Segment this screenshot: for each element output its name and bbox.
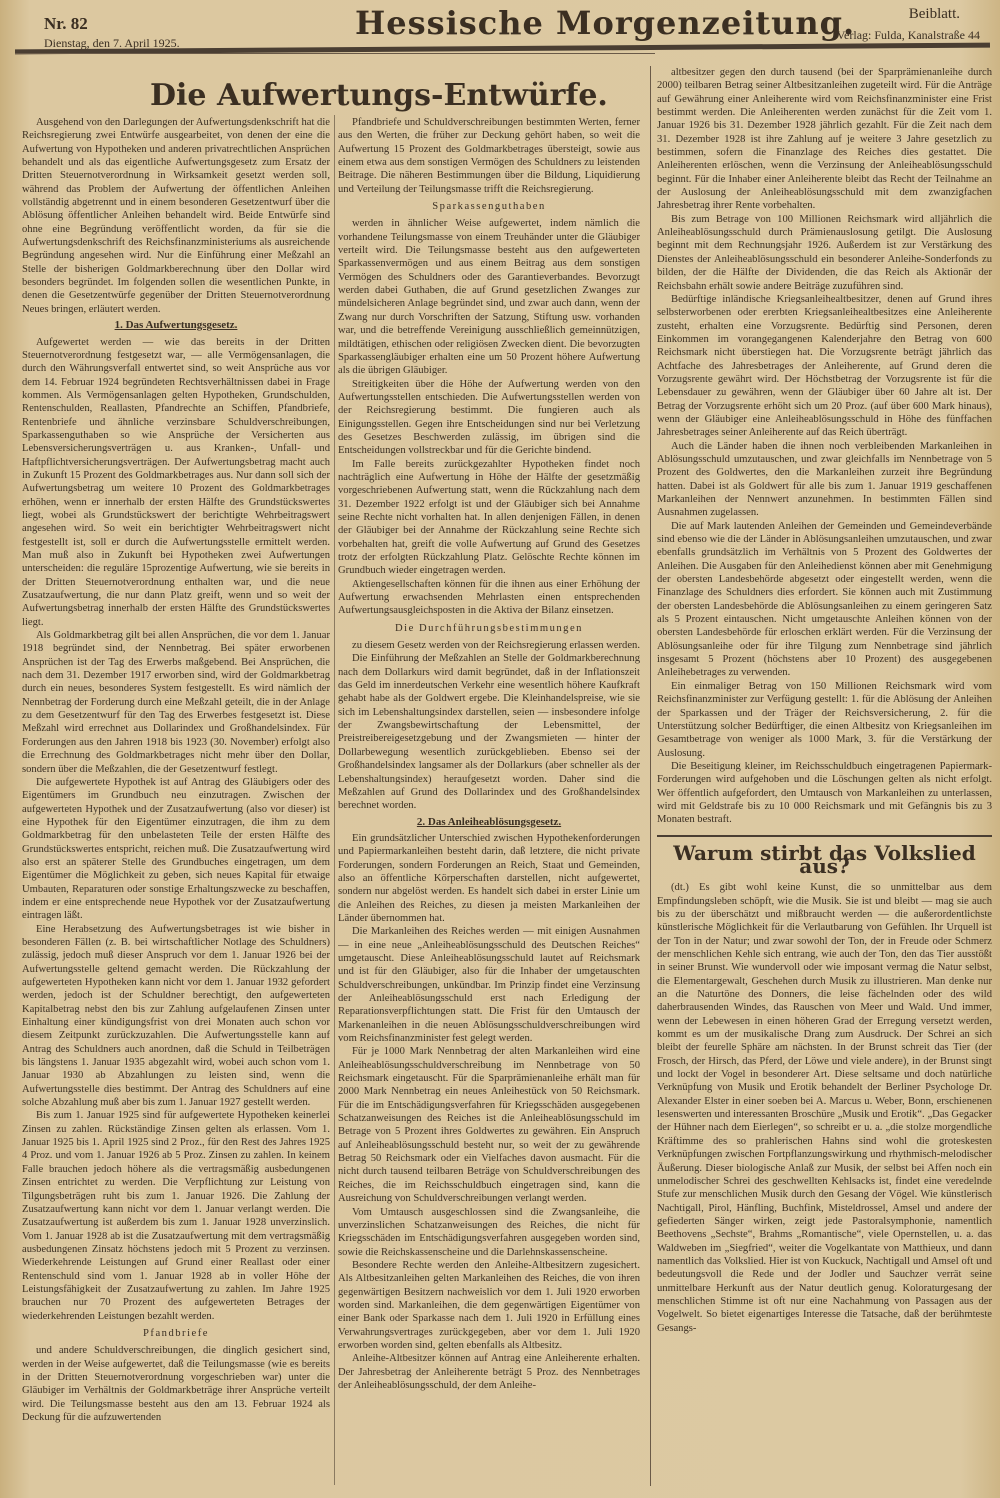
subsection-heading: Sparkassenguthaben <box>432 201 546 213</box>
paragraph: Bis zum 1. Januar 1925 sind für aufgewertete Hypotheken keinerlei Zinsen zu zahlen. Rückständige Zinsen gelten als erlassen. Vom 1. Januar 1925 bis 1. April 1925 sind 2 Proz., für den Rest des Jahres 1925 4 Proz. und vom 1. Januar 1926 ab 5 Proz. Zinsen zu zahlen. In keinem Falle brauchen jedoch höhere als die vertragsmäßig ausbedungenen Zinsen entrichtet zu werden. Die Verpflichtung zur Leistung von Tilgungsbeträgen ruht bis zum 1. Januar 1926. Die Zahlung der Zusatzaufwertung kann nicht vor dem 1. Januar verlangt werden. Die Zusatzaufwertung ist außerdem bis zum 1. Januar 1928 unverzinslich. Vom 1. Januar 1928 ab ist die Zusatzaufwertung mit dem vertragsmäßig ausbedungenen Zinsatz höchstens jedoch mit 5 Prozent zu verzinsen. Wiederkehrende Leistungen auf Grund einer Reallast oder einer Rentenschuld sind vom 1. Januar 1928 ab in voller Höhe der Leistungsfähigkeit der Zusatzaufwertung zu zahlen. Im Jahre 1925 brauchen nur 70 Prozent des aufgewerteten Betrages der wiederkehrenden Leistungen bezahlt werden. <box>22 1110 330 1322</box>
paragraph: altbesitzer gegen den durch tausend (bei der Sparprämienanleihe durch 2000) teilbaren Betrag seiner Altbesitzanleihen zugeteilt wird. Für die Anträge auf Gewährung einer Anleiherente wird vom Reichsfinanzminister eine Frist bestimmt werden. Die Anleiherenten werden zunächst für die Zeit vom 1. Januar 1926 bis 31. Dezember 1928 jährlich gezahlt. Für die Zeit nach dem 31. Dezember 1928 ist ihre Zahlung auf je weitere 3 Jahre gesetzlich zu bestimmen, sofern die Finanzlage des Reiches dies gestattet. Die Anleiherenten erlöschen, wenn die Verzinsung der Anleiheablösungsschuld beginnt. Für die Inhaber einer Anleiherente bleibt das Recht der Teilnahme an der Auslosung der Anleiheablösungsschuld mit dem zwanzigfachen Jahresbetrag ihrer Rente vorbehalten. <box>657 67 992 212</box>
issue-number: Nr. 82 <box>44 14 88 33</box>
paragraph: Aktiengesellschaften können für die ihnen aus einer Erhöhung der Aufwertung erwachsenden Mehrlasten einen entsprechenden Aufwertungsausgleichsposten in die Aktiva der Bilanz einsetzen. <box>338 578 640 617</box>
paragraph: Besondere Rechte werden den Anleihe-Altbesitzern zugesichert. Als Altbesitzanleihen gelten Markanleihen des Reiches, die von ihren gegenwärtigen Besitzern nachweislich vor dem 1. Juli 1920 erworben worden sind. Markanleihen, die dem gegenwärtigen Eigentümer von einer Bank oder Sparkasse nach dem 1. Juli 1920 in Erfüllung eines Verwahrungsvertrages zurückgegeben, aber vor dem 1. Juli 1920 erworben worden sind, gelten ebenfalls als Altbesitz. <box>338 1259 640 1351</box>
supplement-label: Beiblatt. <box>908 6 960 22</box>
publisher-line: Verlag: Fulda, Kanalstraße 44 <box>836 28 980 42</box>
column-3 <box>650 66 992 1486</box>
article2-headline: Warum stirbt das Volkslied aus? <box>673 840 976 878</box>
paragraph: (dt.) Es gibt wohl keine Kunst, die so unmittelbar aus dem Empfindungsleben schöpft, wie die Musik. Sie ist und bleibt — mag sie auch bis zu der überschätzt und mißbraucht werden — die außerordentlichste künstlerische Möglichkeit für die Verlautbarung von Gefühlen. Ihr Urquell ist der Ton in der Natur; und zwar sowohl der Ton, der in Freude oder Schmerz der menschlichen Kehle sich entrang, wie auch der Ton, den das Tier ausstößt in seiner Brunst. Wie wundervoll oder wie imposant vermag die Natur selbst, die Elementargewalt, Geschehen durch Musik zu illustrieren. Man denke nur an die Naturtöne des Donners, die leise fächelnden oder des wild daherbrausenden Windes, das Rauschen von Meer und Wald. Und immer, wenn der Lebewesen in einen höheren Grad der Erregung versetzt werden, kommt es um der musikalische Drang zum Ausdruck. Der Schrei an sich bleibt der feurelle Sphäre am nächsten. In der Brunst schreit das Tier (der Frosch, der Hirsch, das Pferd, der Löwe und viele andere), in der Brunst singt und lockt der Vogel in besonderer Art. Diese seltsame und doch natürliche Verknüpfung von Musik und Erotik behandelt der Berliner Psychologe Dr. Alexander Elster in einer soeben bei A. Marcus u. Weber, Bonn, erschienenen lesenswerten und interessanten Broschüre „Musik und Erotik“. „Das Gegacker der Hühner nach dem Eierlegen“, so schreibt er u. a. „die stolze morgendliche Kräftimme des so prahlerischen Hahns sind wohl die groteskesten Verknüpfungen zwischen Fortpflanzungswirkung und rhythmisch-melodischer Äußerung. Dieser biologische Anlaß zur Musik, der selbst bei Affen noch ein unmelodischer Schrei des geschwellten Kehlsacks ist, findet eine veredelnde Stufe zur menschlichen Musik durch den Gesang der Vögel. Wie künstlerisch Nachtigall, Pirol, Hänfling, Buchfink, Misteldrossel, Amsel und andere der gefiederten Sänger wirken, zeigt jede Pastoralsymphonie, namentlich Beethovens „Sechste“, Brahms „Romantische“, viele Opernstellen, u. a. das Waldweben im „Siegfried“, weiter die Vogelkantate von Matthieux, und dann namentlich das Volkslied. Hier ist von Kuckuck, Nachtigall und Amsel oft und bedeutungsvoll die Rede und der Jodler und Sauchzer verrät seine unmittelbare Herkunft aus der Natur deutlich genug. Koloraturgesang der menschlichen Stimme ist oft nur eine Nachahmung von Passagen aus der Vogelwelt. So bietet eigenartiges Interesse die Tatsache, daß der berühmteste Gesangs- <box>657 882 992 1334</box>
section-heading: 2. Das Anleiheablösungsgesetz. <box>416 815 562 828</box>
paragraph: Die Markanleihen des Reiches werden — mit einigen Ausnahmen — in eine neue „Anleiheablösungsschuld des Deutschen Reiches“ umgetauscht. Diese Anleiheablösungsschuld lautet auf Reichsmark und ist für den Gläubiger, also für die Inhaber der umgetauschten Schuldverschreibungen, unkündbar. Im Prinzip findet eine Verzinsung der Anleiheablösungsschuld erst nach Erledigung der Reparationsverpflichtungen statt. Die Frist für den Umtausch der Markenanleihen in die neuen Ablösungsschuldverschreibungen wird vom Reichsfinanzminister fest gelegt werden. <box>338 926 640 1045</box>
paragraph: Auch die Länder haben die ihnen noch verbleibenden Markanleihen in Ablösungsschuld umzutauschen, und zwar gleichfalls im Nennbetrage von 5 Prozent des Goldwertes, den die Markanleihen zurzeit ihre Begründung hatten. Dabei ist als Goldwert für alle bis zum 1. Januar 1919 geschaffenen Markanleihen der Nennwert anzunehmen. In bestimmten Fällen sind Ausnahmen zugelassen. <box>657 440 992 519</box>
paragraph: Ein grundsätzlicher Unterschied zwischen Hypothekenforderungen und Papiermarkanleihen besteht darin, daß letztere, die nicht private Forderungen, sondern Forderungen an Reich, Staat und Gemeinden, also an öffentliche Körperschaften darstellen, nicht aufgewertet, sondern nur abgelöst werden. Es handelt sich dabei in erster Linie um die Anleihen des Reiches, zu diesen ja meisten Markanleihen der Länder übernommen hat. <box>338 832 640 924</box>
paragraph: Die aufgewertete Hypothek ist auf Antrag des Gläubigers oder des Eigentümers im Grundbuch neu einzutragen. Zwischen der aufgewerteten Hypothek und der Zusatzaufwertung (also vor dieser) ist eine Hypothek für den Eigentümer einzutragen, die ihm zu dem Goldmarkbetrag für den unbelasteten Teile der ersten Hälfte des Grundstückswertes entspricht, reichen muß. Die Zusatzaufwertung wird also erst an späterer Stelle des Grundbuches eingetragen, um dem Eigentümer die Möglichkeit zu geben, sich neues Kapital für etwaige Umbauten, Reparaturen oder sonstige Erhaltungszwecke zu beschaffen, indem er eine entsprechende neue Hypothek vor der Zusatzaufwertung eintragen läßt. <box>22 776 330 922</box>
paragraph: Pfandbriefe und Schuldverschreibungen bestimmten Werten, ferner aus den Werten, die früher zur Deckung gehört haben, so weit die Aufwertung 15 Prozent des Goldmarkbetrages übersteigt, sowie aus einem etwa aus dem sonstigen Vermögen des Schuldners zu leistenden Beitrage. Die näheren Bestimmungen über die Bildung, Liquidierung und Verteilung der Teilungsmasse trifft die Reichsregierung. <box>338 117 640 195</box>
paragraph: Bedürftige inländische Kriegsanleihealtbesitzer, denen auf Grund ihres selbsterworbenen oder ererbten Kriegsanleihealtbesitzes eine Anleiherente zusteht, erhalten eine Vorzugsrente. Bedürftig sind Personen, deren Einkommen im vorangegangenen Kalenderjahre den Betrag von 600 Reichsmark nicht überstiegen hat. Die Vorzugsrente beträgt jährlich das Achtfache des Jahresbetrages der Anleiherente, auf Grund deren die Vorzugsrente gewährt wird. Der Höchstbetrag der Vorzugsrente ist für die Lebensdauer zu gewähren, wenn der Gläubiger über 60 Jahre alt ist. Der Betrag der Vorzugsrente erhöht sich um 20 Proz. (auf über 600 Mark hinaus), wenn der Gläubiger eine Anleiheablösungsschuld in Höhe des fünffachen Jahresbetrages seiner Anleiherente auf das Reich überträgt. <box>657 293 992 439</box>
paragraph: zu diesem Gesetz werden von der Reichsregierung erlassen werden. <box>352 640 640 652</box>
paragraph: Für je 1000 Mark Nennbetrag der alten Markanleihen wird eine Anleiheablösungsschuldverschreibung im Nennbetrage von 50 Reichsmark eingetauscht. Für die Sparprämienanleihe erhält man für 2000 Mark Nennbetrag ein neues Anleihestück von 50 Reichsmark. Für die im Entschädigungsverfahren für Kriegsschäden ausgegebenen Schatzanweisungen des Reiches ist die Anleiheablösungsschuld im Betrage von 5 Prozent ihres Goldwertes zu gewähren. Ein Anspruch auf Anleiheablösungsschuld besteht nur, so weit der zu gewährende Betrag 50 Reichsmark oder ein Vielfaches davon ausmacht. Für die nicht durch tausend teilbaren Beträge von Schuldverschreibungen des Reiches, die im Reichsschuldbuch eingetragen sind, kann die Ausreichung von Schuldverschreibungen verlangt werden. <box>338 1046 640 1205</box>
masthead: Hessische Morgenzeitung. <box>355 4 856 42</box>
subsection-heading: Die Durchführungsbestimmungen <box>395 622 583 634</box>
section-heading: 1. Das Aufwertungsgesetz. <box>114 319 238 332</box>
paragraph: Aufgewertet werden — wie das bereits in der Dritten Steuernotverordnung festgesetzt war, — alle Vermögensanlagen, die durch den Währungsverfall entwertet sind, so weit Ansprüche aus vor dem 14. Februar 1924 begründeten Rechtsverhältnissen dabei in Frage kommen. Als Vermögensanlagen gelten Hypotheken, Grundschulden, Rentenschulden, Reallasten, Pfandrechte an Schiffen, Pfandbriefe, Rentenbriefe und ähnliche verzinsbare Schuldverschreibungen, Sparkassenguthaben so wie Ansprüche der Versicherten aus Lebensversicherungsverträgen u. aus Kranken-, Unfall- und Haftpflichtversicherungsverträgen. Der Aufwertungsbetrag macht auch in Zukunft 15 Prozent des Goldmarkbetrages aus. Nur dann soll sich der Aufwertungsbetrag um weitere 10 Prozent des Goldmarkbetrages erhöhen, wenn er innerhalb der ersten Hälfte des Grundstückswertes liegt, wobei als Grundstückswert der berichtigte Wehrbeitragswert angesehen wird. So weit ein berichtigter Wehrbeitragswert nicht festgestellt ist, soll er durch die Aufwertungsstelle ermittelt werden. Man muß also in Zukunft bei Hypotheken zwei Aufwertungen unterscheiden: die reguläre 15prozentige Aufwertung, wie sie bereits in der Dritten Steuernotverordnung enthalten war, und die neue Zusatzaufwertung, die nur dann Platz greift, wenn und so weit der Aufwertungsbetrag innerhalb der ersten Hälfte des Grundstückswertes liegt. <box>22 336 330 628</box>
paragraph: werden in ähnlicher Weise aufgewertet, indem nämlich die vorhandene Teilungsmasse von einem Treuhänder unter die Gläubiger verteilt wird. Die Teilungsmasse besteht aus den aufgewerteten Sparkassenvermögen und aus einem Beitrag aus dem sonstigen Vermögen des Schuldners oder des Garantieverbandes. Bevorzugt werden dabei Guthaben, die auf Grund gesetzlichen Zwanges zur mündelsicheren Anlage begründet sind, und zwar auch dann, wenn der Zwang nur durch Vorschriften der Satzung, Stiftung usw. vorhanden war, und die betreffende Vereinigung ausschließlich gemeinnützigen, mildtätigen, ethischen oder religiösen Zwecken dient. Die bevorzugten Sparkassengläubiger erhalten eine um 50 Prozent höhere Aufwertung als die übrigen Gläubiger. <box>338 218 640 377</box>
paragraph: Die Einführung der Meßzahlen an Stelle der Goldmarkberechnung nach dem Dollarkurs wird damit begründet, daß in der Inflationszeit das Geld im innerdeutschen Verkehr eine wesentlich höhere Kaufkraft gehabt habe als der Goldwert ergebe. Die Kleinhandelspreise, wie sie sich im Lebenshaltungsindex darstellen, seien — insbesondere infolge der Zwangsbewirtschaftung der Lebensmittel, der Preistreibereigesetzgebung und der Zwangsmieten — hinter der Dollarbewegung wesentlich zurückgeblieben. Ebenso sei der Großhandelsindex langsamer als der Dollarkurs (aber schneller als der Lebenshaltungsindex) heraufgesetzt worden. Daher sind die Meßzahlen auf Grund des Dollarindex und des Großhandelsindex berechnet worden. <box>338 653 640 812</box>
column-1 <box>22 116 330 1486</box>
paragraph: Vom Umtausch ausgeschlossen sind die Zwangsanleihe, die unverzinslichen Schatzanweisungen des Reiches, die nicht für Kriegsschäden im Entschädigungsverfahren ausgegeben worden sind, sowie die Reichskassenscheine und die Darlehnskassenscheine. <box>338 1206 640 1258</box>
paragraph: und andere Schuldverschreibungen, die dinglich gesichert sind, werden in der Weise aufgewertet, daß die Teilungsmasse (wie es bereits in der Dritten Steuernotverordnung vorgeschrieben war) unter die Gläubiger im Verhältnis der Goldmarkbeträge ihrer Ansprüche verteilt wird. Die Teilungsmasse besteht aus den am 13. Februar 1924 als Deckung für die aufzuwertenden <box>22 1345 330 1423</box>
paragraph: Die Beseitigung kleiner, im Reichsschuldbuch eingetragenen Papiermark-Forderungen wird aufgehoben und die Löschungen gelten als nicht erfolgt. Wer öffentlich aufgefordert, den Umtausch von Markanleihen zu unterlassen, wird mit Geldstrafe bis zu 10 000 Reichsmark und mit Gefängnis bis zu 3 Monaten bestraft. <box>657 760 992 826</box>
paragraph: Streitigkeiten über die Höhe der Aufwertung werden von den Aufwertungsstellen entschieden. Die Aufwertungsstellen werden von der Reichsregierung bestimmt. Die fungieren auch als Einigungsstellen. Gegen ihre Entscheidungen sind nur bei Verletzung des Gesetzes Beschwerden zulässig, im übrigen sind die Entscheidungen vollstreckbar und für die Gerichte bindend. <box>338 378 640 457</box>
paragraph: Im Falle bereits zurückgezahlter Hypotheken findet noch nachträglich eine Aufwertung in Höhe der Hälfte der gesetzmäßig vorgeschriebenen Aufwertung statt, wenn die Rückzahlung nach dem 31. Dezember 1922 erfolgt ist und der Gläubiger sich bei Annahme seine Rechte nicht vorhalten hat. In allen denjenigen Fällen, in denen der Gläubiger bei der Annahme der Rückzahlung seine Rechte sich vorbehalten hat, greift die volle Aufwertung auf Grund des Gesetzes trotz der erfolgten Rückzahlung Platz. Gelöschte Rechte können im Grundbuch wieder eingetragen werden. <box>338 458 640 577</box>
paragraph: Anleihe-Altbesitzer können auf Antrag eine Anleiherente erhalten. Der Jahresbetrag der Anleiherente beträgt 5 Proz. des Nennbetrages der Anleiheablösungsschuld, der dem Anleihe- <box>338 1353 640 1391</box>
paragraph: Bis zum Betrage von 100 Millionen Reichsmark wird alljährlich die Anleiheablösungsschuld durch Prämienauslosung getilgt. Die Auslosung beginnt mit dem Rechnungsjahr 1926. Außerdem ist zur Verstärkung des Dienstes der Anleiheablösungsschuld ein besonderer Anleihe-Sonderfonds zu bilden, der die Hälfte der Dividenden, die das Reich als Aktionär der Reichsbahn erhält sowie andere Beiträge zuzuführen sind. <box>657 213 992 292</box>
issue-date: Dienstag, den 7. April 1925. <box>44 36 180 50</box>
header-rule-thin <box>15 53 655 54</box>
paragraph: Die auf Mark lautenden Anleihen der Gemeinden und Gemeindeverbände sind ebenso wie die der Länder in Ablösungsanleihen umzutauschen, und zwar ebenfalls grundsätzlich im Verhältnis von 5 Prozent des Goldwertes der Anleihen. Die Ausgaben für den Anleihedienst können aber mit Genehmigung der obersten Landesbehörde abgesetzt oder eingestellt werden, wenn die Finanzlage des Schuldners dies erfordert. Sie können auch mit Zustimmung der obersten Landesbehörde die Ablösungsanleihen zu einem geringeren Satz als 5 Prozent eintauschen. Nicht umgetauschte Anleihen können von der obersten Landesbehörde für erloschen erklärt werden. Für die Verzinsung der Ablösungsanleihe oder für ihre Tilgung zum Nennbetrage sind jährlich insgesamt 5 Prozent (höchstens aber 10 Prozent) des ausgegebenen Anleihebetrages zu verwenden. <box>657 520 992 679</box>
article-separator <box>657 835 992 837</box>
paragraph: Ausgehend von den Darlegungen der Aufwertungsdenkschrift hat die Reichsregierung zwei Entwürfe ausgearbeitet, von denen der eine die Aufwertung von Hypotheken und anderen privatrechtlichen Ansprüchen behandelt und als das eigentliche Aufwertungsgesetz zum Ersatz der Dritten Steuernotverordnung in Wirksamkeit gesetzt werden soll, während das Problem der Aufwertung der öffentlichen Anleihen vollständig abgetrennt und in einem besonderen Gesetzentwurf über die Ablösung öffentlicher Anleihen behandelt wird. Beide Entwürfe sind ohne eine Begründung veröffentlicht worden, da für sie die Aufwertungsdenkschrift des Reichsfinanzministeriums als ausreichende Begründung angesehen wird. Nur die Einführung einer Meßzahl an Stelle der bisherigen Goldmarkberechnung über den Dollar wird besonders begründet. Im folgenden sollen die wesentlichen Punkte, in denen die Gesetzentwürfe gegenüber der Dritten Steuernotverordnung Neues bringen, erläutert werden. <box>22 117 330 315</box>
column-divider <box>334 115 335 1485</box>
article-headline: Die Aufwertungs-Entwürfe. <box>150 78 608 113</box>
issue-info <box>44 14 180 51</box>
subsection-heading: Pfandbriefe <box>143 1327 209 1339</box>
paragraph: Als Goldmarkbetrag gilt bei allen Ansprüchen, die vor dem 1. Januar 1918 begründet sind, der Nennbetrag. Bei später erworbenen Ansprüchen ist der Tag des Erwerbs maßgebend. Bei Ansprüchen, die nach dem 31. Dezember 1917 erworben sind, wird der Goldmarkbetrag durch ein neues, besonderes System festgestellt. Es wird nämlich der Nennbetrag der Forderung durch eine Meßzahl geteilt, die in der Anlage zu dem Gesetzentwurf für den Tag des Erwerbes festgesetzt ist. Diese Meßzahl wird errechnet aus Dollarindex und Großhandelsindex. Für Forderungen aus den Jahren 1918 bis 1923 (30. November) erfolgt also die Errechnung des Goldmarkbetrages nicht mehr über den Dollar, sondern über die Meßzahlen, die der Gesetzentwurf festlegt. <box>22 630 330 775</box>
paragraph: Ein einmaliger Betrag von 150 Millionen Reichsmark wird vom Reichsfinanzminister zur Verfügung gestellt: 1. für die Ablösung der Anleihen der Sparkassen und der Träger der Reichsversicherung, 2. für die Unterstützung solcher Bedürftiger, die einen Altbesitz von Kriegsanleihen im Gesamtbetrage von weniger als 1000 Mark, 3. für die Verstärkung der Auslosung. <box>657 680 992 759</box>
paragraph: Eine Herabsetzung des Aufwertungsbetrages ist wie bisher in besonderen Fällen (z. B. bei wirtschaftlicher Notlage des Schuldners) zulässig, jedoch muß dieser Anspruch vor dem 1. Januar 1926 bei der Aufwertungsstelle geltend gemacht werden. Die Rückzahlung der aufgewerteten Hypotheken kann nicht vor dem 1. Januar 1932 gefordert werden, jedoch ist der Schuldner berechtigt, den aufgewerteten Kapitalbetrag nebst den bis zur Zahlung aufgelaufenen Zinsen unter Einhaltung einer kündigungsfrist von drei Monaten auch schon vor diesem Zeitpunkt zurückzuzahlen. Die Aufwertungsstelle kann auf Antrag des Schuldners auch anordnen, daß die Schuld in Teilbeträgen bis längstens 1. Januar 1935 abgezahlt wird, wobei auch schon vom 1. Januar 1930 ab Abzahlungen zu leisten sind, wenn die Aufwertungsstelle dies bestimmt. Der Antrag des Schuldners auf eine solche Abzahlung muß aber bis zum 1. Januar 1927 gestellt werden. <box>22 923 330 1109</box>
column-2 <box>338 116 640 1486</box>
